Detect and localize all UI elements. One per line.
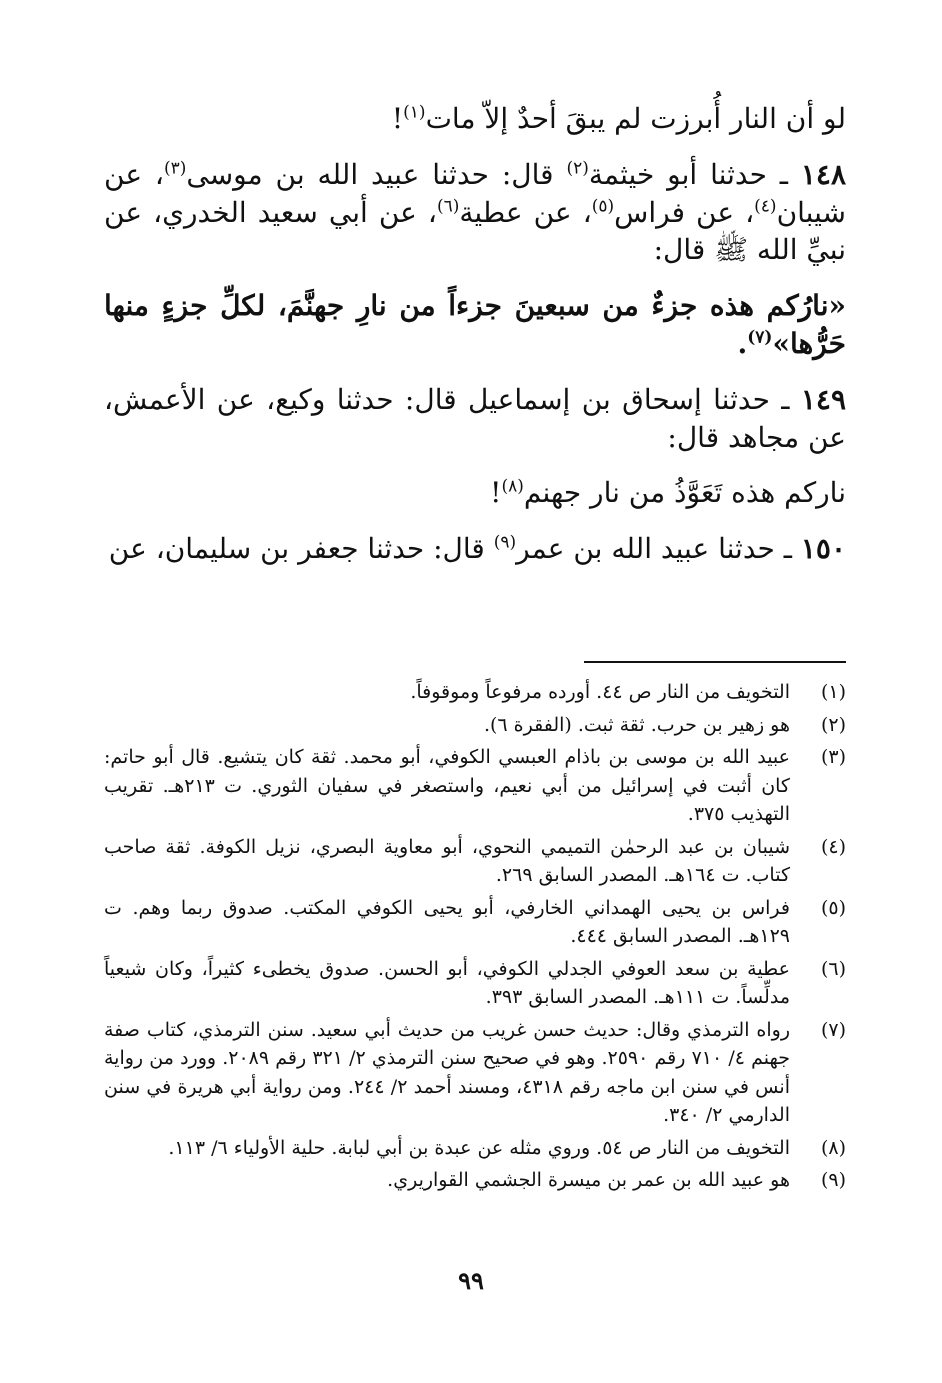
footnote-text: التخويف من النار ص ٥٤. وروي مثله عن عبدة بن أبي لبابة. حلية الأولياء ٦/ ١١٣. [168,1136,790,1159]
hadith-148 [104,156,846,269]
footnote-item [104,678,846,707]
footnote-item [104,894,846,951]
footnote-item [104,955,846,1012]
footnote-ref[interactable]: (٢) [566,158,589,179]
text-run: لو أن النار أُبرزت لم يبقَ أحدٌ إلاّ مات [425,102,846,135]
hadith-number: ١٤٩ [800,382,846,416]
footnote-text: عبيد الله بن موسى بن باذام العبسي الكوفي، أبو محمد. ثقة كان يتشيع. قال أبو حاتم: كان أثبت في إسرائيل من أبي نعيم، واستصغر في سفيان الثوري. ت ٢١٣هـ. تقريب التهذيب ٣٧٥. [104,746,790,825]
text-run: ـ حدثنا عبيد الله بن عمر [516,532,792,566]
hadith-number: ١٤٨ [800,157,846,191]
hadith-148-quote [104,287,846,363]
footnote-item [104,833,846,890]
footnote-number: (٣) [820,746,846,768]
footnote-number: (٩) [820,1169,846,1191]
footnote-ref[interactable]: (٣) [163,158,187,179]
text-run: ، عن شيبان [104,157,847,229]
footnote-number: (٢) [820,713,846,736]
paragraph-intro [104,100,846,138]
text-run: ! [391,102,404,135]
quote-text: «نارُكم هذه جزءٌ من سبعينَ جزءاً من نارِ جهنَّمَ، لكلِّ جزءٍ منها حَرُّها» [104,289,846,360]
footnote-number: (٦) [820,957,846,980]
footnote-ref[interactable]: (٩) [493,532,517,553]
page-number: ٩٩ [458,1266,484,1295]
footnote-number: (٨) [820,1136,846,1159]
text-run: ! [490,476,502,510]
footnote-number: (١) [820,681,846,703]
footnote-text: التخويف من النار ص ٤٤. أورده مرفوعاً وموقوفاً. [410,681,790,703]
footnote-text: رواه الترمذي وقال: حديث حسن غريب من حديث أبي سعيد. سنن الترمذي، كتاب صفة جهنم ٤/ ٧١٠ رقم ٢٥٩٠. وهو في صحيح سنن الترمذي ٢/ ٣٢١ رقم ٢٠٨٩. وورد من رواية أنس في سنن ابن ماجه رقم ٤٣١٨، ومسند أحمد ٢/ ٢٤٤. ومن رواية أبي هريرة في سنن الدارمي ٢/ ٣٤٠. [104,1018,791,1126]
text-run: قال: حدثنا جعفر بن سليمان، عن [108,532,494,566]
hadith-150 [104,530,846,568]
footnote-item [104,1134,846,1163]
footnote-ref[interactable]: (١) [403,102,426,123]
footnote-text: شيبان بن عبد الرحمٰن التميمي النحوي، أبو معاوية البصري، نزيل الكوفة. ثقة صاحب كتاب. ت ١٦٤هـ. المصدر السابق ٢٦٩. [104,835,790,886]
text-run: قال: حدثنا عبيد الله بن موسى [186,157,567,191]
hadith-number: ١٥٠ [800,532,846,566]
quote-text: ناركم هذه تَعَوَّذُ من نار جهنم [523,476,846,510]
footnote-text: عطية بن سعد العوفي الجدلي الكوفي، أبو الحسن. صدوق يخطىء كثيراً، وكان شيعياً مدلِّساً. ت ١١١هـ. المصدر السابق ٣٩٣. [104,957,790,1008]
footnote-number: (٥) [820,896,846,919]
footnote-text: فراس بن يحيى الهمداني الخارفي، أبو يحيى الكوفي المكتب. صدوق ربما وهم. ت ١٢٩هـ. المصدر السابق ٤٤٤. [104,896,790,947]
footnotes [104,678,846,1199]
text-run: ، عن عطية [459,195,592,229]
hadith-149 [104,381,846,457]
text-run: ، عن فراس [614,195,755,229]
footnote-ref[interactable]: (٦) [436,196,460,217]
text-run: ـ حدثنا إسحاق بن إسماعيل قال: حدثنا وكيع، عن الأعمش، عن مجاهد قال: [104,382,846,454]
footnote-item [104,1016,846,1130]
text-run: ـ حدثنا أبو خيثمة [588,157,788,191]
footnote-number: (٧) [820,1018,846,1041]
footnote-item [104,1166,846,1195]
footnote-item [104,743,846,829]
main-text [104,100,846,568]
footnote-divider [584,661,846,663]
footnote-ref[interactable]: (٧) [747,327,773,348]
footnote-item [104,711,846,740]
footnote-text: هو زهير بن حرب. ثقة ثبت. (الفقرة ٦). [483,713,790,736]
footnote-ref[interactable]: (٥) [591,196,615,217]
footnote-text: هو عبيد الله بن عمر بن ميسرة الجشمي القواريري. [387,1169,790,1191]
hadith-149-quote [104,474,846,512]
footnote-number: (٤) [820,835,846,858]
text-run: ، عن أبي سعيد الخدري، عن نبيِّ الله ﷺ قال: [104,195,846,267]
footnote-ref[interactable]: (٨) [501,477,524,498]
footnote-ref[interactable]: (٤) [754,196,777,217]
text-run: . [737,326,748,360]
